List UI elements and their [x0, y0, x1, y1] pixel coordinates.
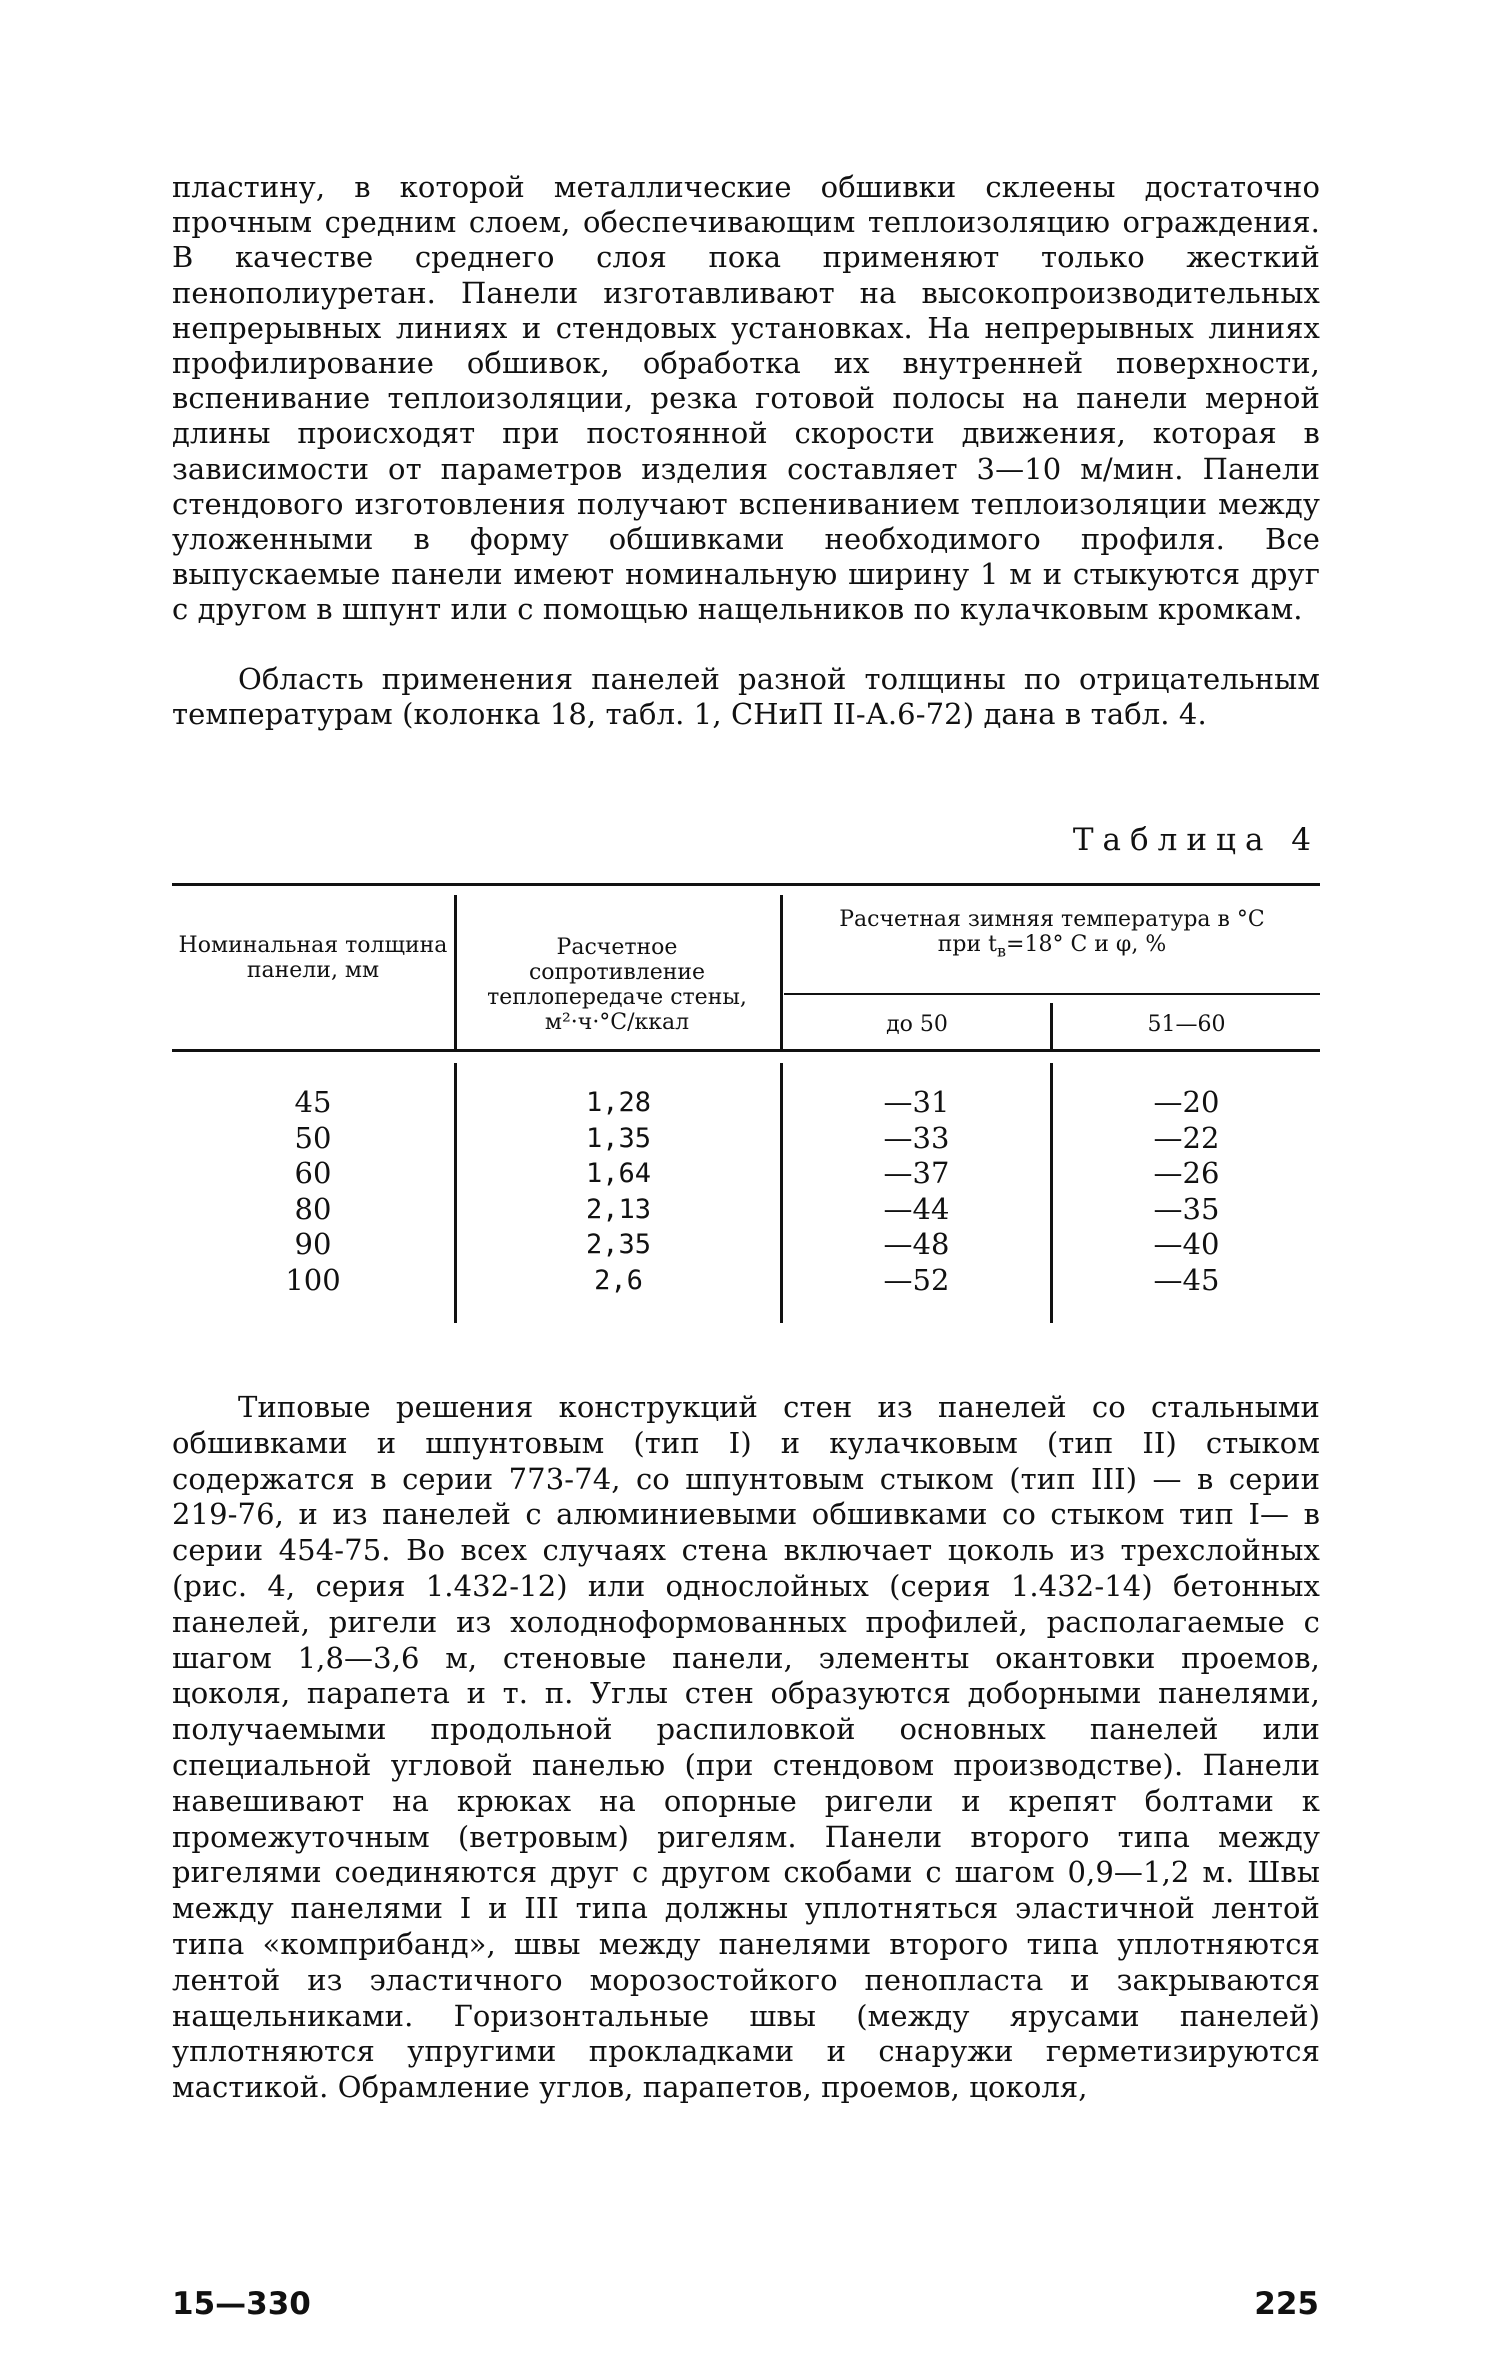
cell-upto-50: —52 — [883, 1262, 950, 1297]
cell-resistance: 2,35 — [585, 1229, 652, 1260]
cell-51-60: —22 — [1153, 1120, 1220, 1155]
cell-upto-50: —33 — [883, 1120, 950, 1155]
column-upto-50 — [783, 1085, 1050, 1298]
cell-upto-50: —37 — [883, 1156, 950, 1190]
table-header-rule — [172, 1049, 1320, 1052]
header-upto-50: до 50 — [886, 1012, 948, 1037]
table-top-rule — [172, 883, 1320, 886]
cell-51-60: —26 — [1153, 1156, 1220, 1190]
cell-resistance: 2,13 — [585, 1193, 652, 1225]
table-group-rule — [784, 993, 1320, 995]
cell-51-60: —35 — [1153, 1191, 1220, 1226]
header-divider-2 — [780, 895, 783, 1049]
header-resistance: Расчетное сопротивление теплопередаче стены, м²·ч·°С/ккал — [487, 935, 747, 1035]
cell-thickness: 80 — [294, 1191, 332, 1226]
cell-51-60: —20 — [1153, 1085, 1220, 1119]
header-temperature-line1: Расчетная зимняя температура в °С — [839, 907, 1265, 932]
cell-thickness: 50 — [294, 1120, 332, 1155]
cell-upto-50: —31 — [883, 1085, 950, 1119]
cell-resistance: 1,35 — [585, 1122, 652, 1154]
paragraph-1: пластину, в которой металлические обшивки склеены достаточно прочным средним слоем, обеспечивающим теплоизоляцию ограждения. В качестве среднего слоя пока применяют только жесткий пенополиуретан. Панели изготавливают на высокопроизводительных непрерывных линиях и стендовых установках. На непрерывных линиях профилирование обшивок, обработка их внутренней поверхности, вспенивание теплоизоляции, резка готовой полосы на панели мерной длины происходят при постоянной скорости движения, которая в зависимости от параметров изделия составляет 3—10 м/мин. Панели стендового изготовления получают вспениванием теплоизоляции между уложенными в форму обшивками необходимого профиля. Все выпускаемые панели имеют номинальную ширину 1 м и стыкуются друг с другом в шпунт или с помощью нащельников по кулачковым кромкам. — [172, 170, 1320, 627]
header-temperature-group — [784, 907, 1320, 963]
cell-resistance: 1,28 — [585, 1087, 652, 1118]
column-51-60 — [1053, 1085, 1320, 1298]
column-resistance — [457, 1085, 780, 1298]
cell-thickness: 45 — [294, 1085, 332, 1119]
table-caption: Таблица 4 — [1072, 822, 1320, 858]
signature-mark: 15—330 — [172, 2286, 311, 2322]
column-thickness — [172, 1085, 454, 1298]
cell-thickness: 100 — [285, 1262, 341, 1297]
cell-upto-50: —48 — [883, 1227, 950, 1261]
header-51-60: 51—60 — [1147, 1012, 1226, 1037]
cell-thickness: 60 — [294, 1156, 332, 1190]
cell-upto-50: —44 — [883, 1191, 950, 1226]
header-thickness: Номинальная толщина панели, мм — [178, 933, 448, 983]
cell-thickness: 90 — [294, 1227, 332, 1261]
data-table — [172, 883, 1320, 1323]
page-number: 225 — [1254, 2286, 1319, 2322]
cell-51-60: —45 — [1153, 1262, 1220, 1297]
cell-51-60: —40 — [1153, 1227, 1220, 1261]
cell-resistance: 2,6 — [594, 1264, 643, 1296]
paragraph-2: Область применения панелей разной толщины по отрицательным температурам (колонка 18, табл. 1, СНиП II-А.6-72) дана в табл. 4. — [172, 662, 1320, 732]
paragraph-3: Типовые решения конструкций стен из панелей со стальными обшивками и шпунтовым (тип I) и кулачковым (тип II) стыком содержатся в серии 773-74, со шпунтовым стыком (тип III) — в серии 219-76, и из панелей с алюминиевыми обшивками со стыком тип I— в серии 454-75. Во всех случаях стена включает цоколь из трехслойных (рис. 4, серия 1.432-12) или однослойных (серия 1.432-14) бетонных панелей, ригели из холодноформованных профилей, располагаемые с шагом 1,8—3,6 м, стеновые панели, элементы окантовки проемов, цоколя, парапета и т. п. Углы стен образуются доборными панелями, получаемыми продольной распиловкой основных панелей или специальной угловой панелью (при стендовом производстве). Панели навешивают на крюках на опорные ригели и крепят болтами к промежуточным (ветровым) ригелям. Панели второго типа между ригелями соединяются друг с другом скобами с шагом 0,9—1,2 м. Швы между панелями I и III типа должны уплотняться эластичной лентой типа «комприбанд», швы между панелями второго типа уплотняются лентой из эластичного морозостойкого пенопласта и закрываются нащельниками. Горизонтальные швы (между ярусами панелей) уплотняются упругими прокладками и снаружи герметизируются мастикой. Обрамление углов, парапетов, проемов, цоколя, — [172, 1390, 1320, 2105]
cell-resistance: 1,64 — [585, 1158, 652, 1189]
header-divider-1 — [454, 895, 457, 1049]
header-temperature-line2: при $t_в=18^\circ$ С и φ, % — [937, 932, 1167, 961]
